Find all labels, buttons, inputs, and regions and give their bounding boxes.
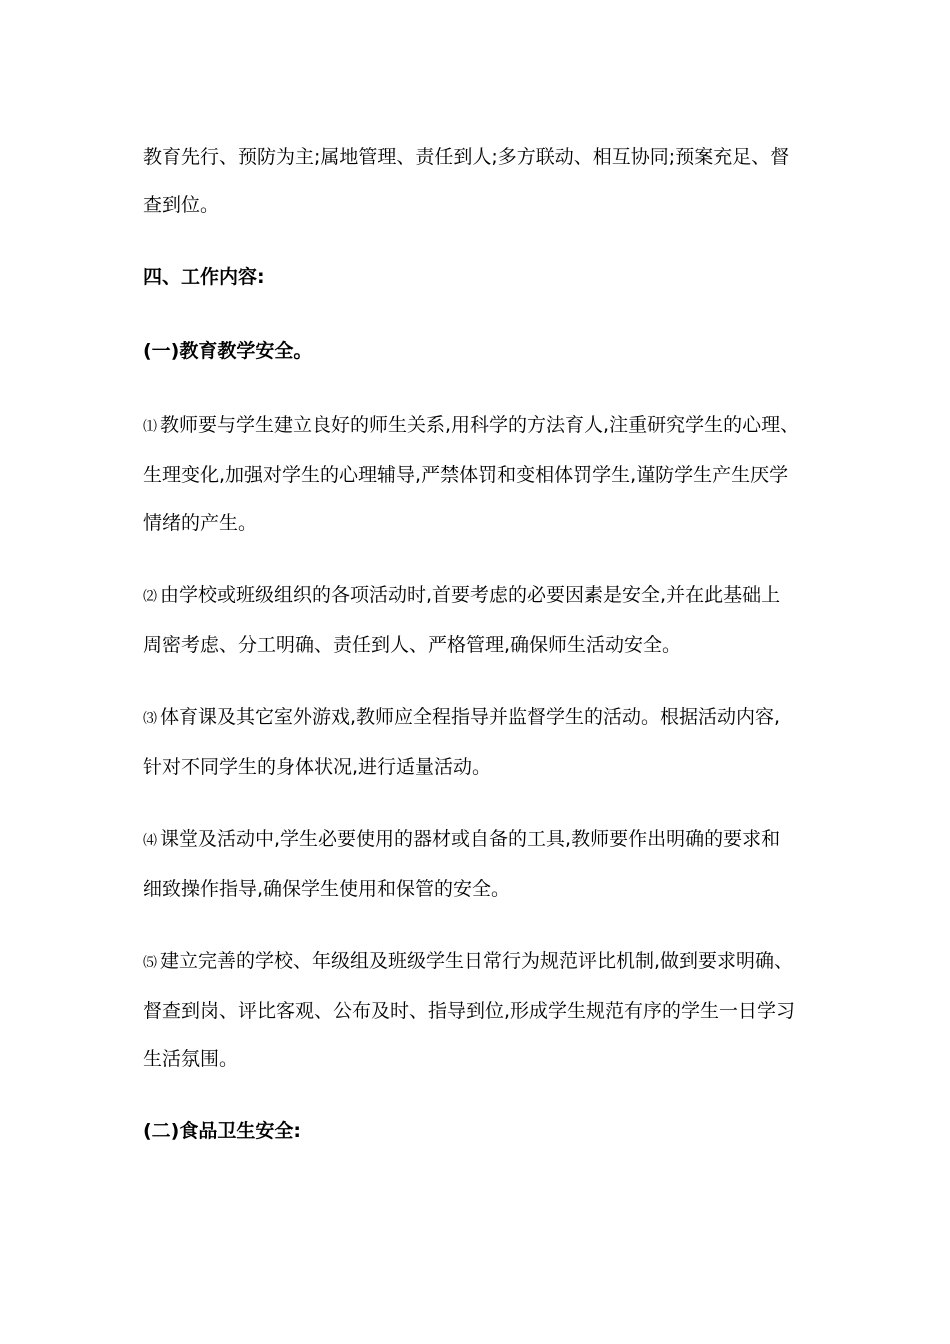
subsection-one-heading: (一)教育教学安全。 bbox=[143, 340, 313, 362]
spacer bbox=[143, 301, 810, 327]
list-item bbox=[143, 401, 810, 547]
item-line bbox=[143, 571, 810, 621]
item-line bbox=[143, 693, 810, 743]
item-line: 督查到岗、评比客观、公布及时、指导到位,形成学生规范有序的学生一日学习 bbox=[143, 1000, 796, 1022]
subsection-two-heading: (二)食品卫生安全: bbox=[143, 1120, 301, 1142]
document-body bbox=[143, 133, 810, 1155]
item-line bbox=[143, 401, 810, 451]
intro-paragraph bbox=[143, 133, 810, 229]
list-item bbox=[143, 937, 810, 1083]
list-item bbox=[143, 815, 810, 913]
item-line: 细致操作指导,确保学生使用和保管的安全。 bbox=[143, 878, 511, 900]
item-number: ⑸ bbox=[143, 955, 157, 971]
item-line: 情绪的产生。 bbox=[143, 512, 258, 534]
spacer bbox=[143, 229, 810, 253]
intro-line: 教育先行、预防为主;属地管理、责任到人;多方联动、相互协同;预案充足、督 bbox=[143, 146, 790, 168]
item-number: ⑵ bbox=[143, 589, 157, 605]
item-line bbox=[143, 815, 810, 865]
item-text: 由学校或班级组织的各项活动时,首要考虑的必要因素是安全,并在此基础上 bbox=[160, 584, 781, 606]
spacer bbox=[143, 547, 810, 571]
list-item bbox=[143, 693, 810, 791]
intro-line: 查到位。 bbox=[143, 194, 220, 216]
spacer bbox=[143, 913, 810, 937]
spacer bbox=[143, 375, 810, 401]
spacer bbox=[143, 791, 810, 815]
item-text: 体育课及其它室外游戏,教师应全程指导并监督学生的活动。根据活动内容, bbox=[160, 706, 781, 728]
item-number: ⑷ bbox=[143, 833, 157, 849]
item-line: 生活氛围。 bbox=[143, 1048, 239, 1070]
item-line bbox=[143, 937, 810, 987]
list-item bbox=[143, 571, 810, 669]
item-line: 周密考虑、分工明确、责任到人、严格管理,确保师生活动安全。 bbox=[143, 634, 682, 656]
item-line: 针对不同学生的身体状况,进行适量活动。 bbox=[143, 756, 492, 778]
item-number: ⑴ bbox=[143, 419, 157, 435]
section-four-heading: 四、工作内容: bbox=[143, 266, 265, 288]
spacer bbox=[143, 669, 810, 693]
item-text: 课堂及活动中,学生必要使用的器材或自备的工具,教师要作出明确的要求和 bbox=[160, 828, 781, 850]
spacer bbox=[143, 1083, 810, 1107]
item-number: ⑶ bbox=[143, 711, 157, 727]
item-text: 教师要与学生建立良好的师生关系,用科学的方法育人,注重研究学生的心理、 bbox=[160, 414, 800, 436]
item-text: 建立完善的学校、年级组及班级学生日常行为规范评比机制,做到要求明确、 bbox=[160, 950, 794, 972]
item-line: 生理变化,加强对学生的心理辅导,严禁体罚和变相体罚学生,谨防学生产生厌学 bbox=[143, 464, 789, 486]
